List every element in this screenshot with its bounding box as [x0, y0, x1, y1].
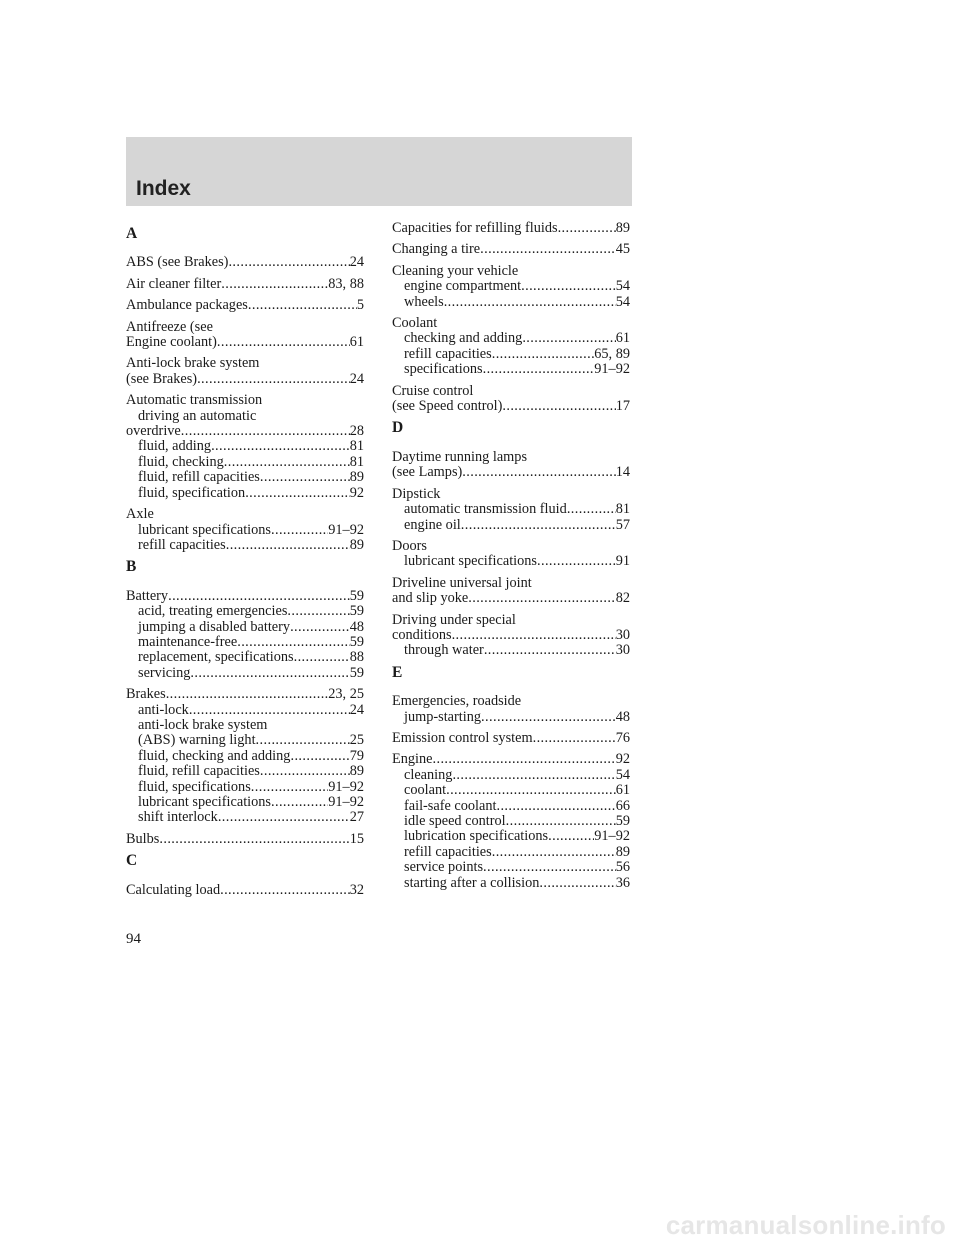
index-page-ref: 54	[615, 293, 630, 310]
index-term: Air cleaner filter	[126, 275, 222, 292]
index-entry	[126, 832, 364, 847]
dot-leader	[166, 687, 329, 702]
index-page-ref: 61	[349, 334, 364, 351]
index-term: Changing a tire	[392, 241, 481, 258]
index-entry-line	[392, 752, 630, 767]
index-entry-line	[392, 539, 630, 554]
index-page-ref: 24	[349, 370, 364, 387]
index-term: Anti-lock brake system	[126, 355, 260, 372]
index-page-ref: 14	[615, 464, 630, 481]
index-term: checking and adding	[404, 330, 523, 347]
index-entry-line	[392, 399, 630, 414]
dot-leader	[452, 628, 616, 643]
index-subentry-line	[126, 749, 364, 764]
index-subentry-line	[126, 604, 364, 619]
index-entry-line	[126, 277, 364, 292]
dot-leader	[159, 832, 349, 847]
index-page-ref: 88	[349, 649, 364, 666]
index-subentry-line	[392, 362, 630, 377]
index-subentry-line	[392, 279, 630, 294]
dot-leader	[492, 845, 616, 860]
index-subentry-line	[392, 554, 630, 569]
index-page-ref: 25	[349, 732, 364, 749]
index-entry	[126, 320, 364, 351]
index-page-ref: 5	[356, 297, 364, 314]
index-term: fluid, specification	[138, 484, 246, 501]
index-term: fluid, checking and adding	[138, 747, 291, 764]
index-subentry-line	[392, 799, 630, 814]
index-entry-line	[392, 221, 630, 236]
index-entry	[392, 264, 630, 310]
index-entry-line	[126, 372, 364, 387]
dot-leader	[521, 279, 616, 294]
index-term: Ambulance packages	[126, 297, 248, 314]
dot-leader	[483, 362, 595, 377]
index-letter-heading: A	[126, 225, 138, 242]
page-number: 94	[126, 931, 141, 947]
index-entry	[126, 356, 364, 387]
index-term: Cleaning your vehicle	[392, 262, 519, 279]
dot-leader	[294, 650, 350, 665]
index-term: (see Brakes)	[126, 370, 198, 387]
index-page-ref: 91–92	[594, 361, 630, 378]
index-page-ref: 59	[349, 664, 364, 681]
dot-leader	[481, 710, 616, 725]
index-subentry-line	[392, 783, 630, 798]
index-term: specifications	[404, 361, 483, 378]
index-term: Engine	[392, 751, 433, 768]
index-subentry-line	[392, 502, 630, 517]
index-term: lubricant specifications	[138, 521, 271, 538]
index-page-ref: 61	[615, 330, 630, 347]
index-entry	[126, 298, 364, 313]
index-page-ref: 57	[615, 516, 630, 533]
index-term: Calculating load	[126, 881, 221, 898]
index-entry	[392, 384, 630, 415]
index-subentry-line	[126, 795, 364, 810]
index-entry-line	[392, 628, 630, 643]
index-letter-heading: E	[392, 663, 403, 681]
index-entry	[392, 487, 630, 533]
index-entry-line	[392, 731, 630, 746]
index-term: servicing	[138, 664, 191, 681]
index-page-ref: 81	[615, 501, 630, 518]
index-term: lubrication specifications	[404, 828, 549, 845]
dot-leader	[290, 749, 349, 764]
index-page-ref: 30	[615, 642, 630, 659]
index-letter-heading: C	[126, 852, 138, 870]
index-page-ref: 23, 25	[328, 686, 364, 703]
index-subentry-line	[126, 523, 364, 538]
index-entry-line	[392, 384, 630, 399]
index-subentry-line	[126, 486, 364, 501]
index-term: starting after a collision	[404, 874, 540, 891]
dot-leader	[245, 486, 350, 501]
index-entry	[392, 576, 630, 607]
index-entry-line	[126, 298, 364, 313]
index-term: lubricant specifications	[138, 794, 271, 810]
dot-leader	[461, 518, 616, 533]
dot-leader	[537, 554, 616, 569]
index-term: cleaning	[404, 766, 453, 783]
dot-leader	[260, 470, 350, 485]
index-subentry-line	[392, 829, 630, 844]
dot-leader	[506, 814, 616, 829]
index-entry-line	[126, 883, 364, 898]
index-term: Emergencies, roadside	[392, 693, 522, 710]
dot-leader	[533, 731, 616, 746]
index-page-ref: 91	[615, 553, 630, 570]
index-term: (ABS) warning light	[138, 732, 256, 749]
index-entry	[392, 539, 630, 570]
index-subentry-line	[392, 331, 630, 346]
index-entry	[126, 277, 364, 292]
index-entry-line	[126, 356, 364, 371]
index-term: jumping a disabled battery	[138, 618, 291, 635]
index-term: engine oil	[404, 516, 461, 533]
index-subentry-line	[392, 768, 630, 783]
index-term: lubricant specifications	[404, 553, 537, 570]
dot-leader	[251, 780, 328, 795]
index-entry-line	[126, 255, 364, 270]
index-term: Dipstick	[392, 485, 441, 502]
index-entry-line	[126, 507, 364, 522]
index-term: wheels	[404, 293, 444, 310]
index-subentry-line	[392, 845, 630, 860]
index-entry-line	[126, 832, 364, 847]
dot-leader	[290, 620, 350, 635]
index-term: maintenance-free	[138, 633, 238, 650]
index-entry	[126, 255, 364, 270]
index-term: shift interlock	[138, 809, 218, 826]
index-entry	[392, 242, 630, 257]
index-page-ref: 15	[349, 830, 364, 847]
index-term: Axle	[126, 506, 154, 523]
dot-leader	[480, 242, 616, 257]
index-subentry-line	[126, 733, 364, 748]
dot-leader	[484, 643, 616, 658]
index-page-ref: 24	[349, 254, 364, 271]
dot-leader	[271, 523, 328, 538]
index-page-ref: 89	[615, 843, 630, 860]
index-subentry-line	[126, 810, 364, 825]
dot-leader	[496, 799, 615, 814]
index-page-ref: 48	[349, 618, 364, 635]
dot-leader	[502, 399, 615, 414]
index-subentry-line	[126, 470, 364, 485]
index-page-ref: 28	[349, 423, 364, 440]
index-term: refill capacities	[404, 843, 492, 860]
index-page-ref: 79	[349, 747, 364, 764]
index-entry-line	[126, 335, 364, 350]
index-term: fluid, checking	[138, 453, 224, 470]
dot-leader	[218, 810, 350, 825]
index-term: idle speed control	[404, 813, 506, 829]
index-page-ref: 27	[349, 809, 364, 826]
index-page-ref: 83, 88	[328, 275, 364, 292]
index-entry	[392, 221, 630, 236]
index-subentry-line	[126, 703, 364, 718]
index-term: driving an automatic	[138, 407, 257, 424]
index-page-ref: 92	[615, 751, 630, 768]
dot-leader	[522, 331, 615, 346]
index-term: Brakes	[126, 686, 166, 703]
index-subentry-line	[126, 538, 364, 553]
index-subentry-line	[126, 650, 364, 665]
index-page-ref: 32	[349, 881, 364, 898]
index-term: Capacities for refilling fluids	[392, 220, 558, 236]
index-page-ref: 89	[615, 220, 630, 236]
index-term: refill capacities	[138, 536, 226, 553]
index-term: fluid, specifications	[138, 778, 251, 795]
index-term: through water	[404, 642, 484, 659]
index-entry-line	[392, 242, 630, 257]
dot-leader	[452, 768, 615, 783]
index-term: refill capacities	[404, 345, 492, 362]
index-entry-line	[126, 424, 364, 439]
index-term: Bulbs	[126, 830, 160, 847]
index-page-ref: 81	[349, 453, 364, 470]
index-page-ref: 91–92	[328, 521, 364, 538]
index-term: and slip yoke	[392, 590, 469, 607]
index-term: replacement, specifications	[138, 649, 294, 666]
index-term: Battery	[126, 587, 169, 604]
dot-leader	[221, 277, 328, 292]
dot-leader	[558, 221, 616, 236]
index-term: overdrive	[126, 423, 181, 440]
index-letter-heading: B	[126, 558, 137, 576]
index-term: ABS (see Brakes)	[126, 254, 229, 271]
index-term: Driving under special	[392, 611, 516, 628]
index-page-ref: 30	[615, 626, 630, 643]
index-term: Driveline universal joint	[392, 574, 532, 591]
index-page-ref: 59	[349, 633, 364, 650]
index-term: service points	[404, 859, 484, 876]
index-term: Doors	[392, 537, 427, 554]
index-entry	[126, 589, 364, 681]
index-term: fail-safe coolant	[404, 797, 497, 814]
index-entry-line	[126, 320, 364, 335]
index-subentry-line	[392, 814, 630, 829]
dot-leader	[189, 703, 350, 718]
index-entry	[126, 883, 364, 898]
index-entry-line	[392, 576, 630, 591]
index-entry-line	[392, 694, 630, 709]
dot-leader	[190, 666, 349, 681]
index-page-ref: 91–92	[328, 794, 364, 810]
index-term: fluid, refill capacities	[138, 469, 260, 486]
index-page-ref: 48	[615, 708, 630, 725]
index-subentry-line	[392, 643, 630, 658]
index-page-ref: 54	[615, 766, 630, 783]
dot-leader	[181, 424, 350, 439]
index-entry-line	[392, 264, 630, 279]
index-entry	[392, 450, 630, 481]
dot-leader	[237, 635, 349, 650]
index-subentry-line	[392, 710, 630, 725]
dot-leader	[567, 502, 616, 517]
index-page-ref: 81	[349, 438, 364, 455]
index-subentry-line	[126, 620, 364, 635]
index-entry	[392, 694, 630, 725]
index-page-ref: 59	[349, 603, 364, 620]
index-page-ref: 61	[615, 782, 630, 799]
index-term: (see Lamps)	[392, 464, 463, 481]
index-column-right	[392, 221, 630, 897]
index-entry-line	[126, 589, 364, 604]
dot-leader	[271, 795, 328, 810]
dot-leader	[468, 591, 615, 606]
dot-leader	[224, 455, 350, 470]
index-subentry-line	[126, 409, 364, 424]
section-header	[126, 137, 632, 206]
index-subentry-line	[126, 764, 364, 779]
index-entry	[126, 687, 364, 826]
index-entry-line	[392, 487, 630, 502]
index-entry-line	[392, 316, 630, 331]
index-term: fluid, refill capacities	[138, 763, 260, 780]
dot-leader	[260, 764, 350, 779]
index-term: Emission control system	[392, 729, 533, 746]
index-entry	[392, 731, 630, 746]
index-entry	[392, 316, 630, 378]
dot-leader	[548, 829, 594, 844]
index-entry-line	[392, 450, 630, 465]
dot-leader	[287, 604, 349, 619]
index-page-ref: 91–92	[328, 778, 364, 795]
index-subentry-line	[126, 455, 364, 470]
index-subentry-line	[392, 295, 630, 310]
index-subentry-line	[126, 780, 364, 795]
dot-leader	[197, 372, 350, 387]
dot-leader	[256, 733, 350, 748]
index-term: Coolant	[392, 315, 438, 332]
index-subentry-line	[392, 876, 630, 891]
dot-leader	[226, 538, 350, 553]
index-page-ref: 24	[349, 701, 364, 718]
index-page-ref: 66	[615, 797, 630, 814]
dot-leader	[211, 439, 350, 454]
dot-leader	[444, 295, 616, 310]
index-page-ref: 54	[615, 278, 630, 295]
index-subentry-line	[392, 347, 630, 362]
index-page-ref: 92	[349, 484, 364, 501]
index-term: (see Speed control)	[392, 398, 503, 415]
dot-leader	[539, 876, 615, 891]
index-subentry-line	[392, 518, 630, 533]
dot-leader	[220, 883, 350, 898]
index-entry-line	[392, 613, 630, 628]
index-term: Automatic transmission	[126, 392, 263, 409]
dot-leader	[168, 589, 350, 604]
index-term: jump-starting	[404, 708, 482, 725]
dot-leader	[433, 752, 616, 767]
index-page-ref: 89	[349, 536, 364, 553]
index-column-left	[126, 220, 364, 904]
dot-leader	[492, 347, 595, 362]
index-term: coolant	[404, 782, 447, 799]
index-term: conditions	[392, 626, 452, 643]
index-entry-line	[126, 393, 364, 408]
index-page-ref: 17	[615, 398, 630, 415]
index-page-ref: 56	[615, 859, 630, 876]
index-page-ref: 91–92	[594, 828, 630, 845]
index-term: Antifreeze (see	[126, 318, 213, 335]
index-entry	[126, 507, 364, 553]
index-entry-line	[392, 465, 630, 480]
index-subentry-line	[126, 635, 364, 650]
page-title: Index	[136, 177, 191, 200]
index-term: engine compartment	[404, 278, 522, 295]
index-page-ref: 59	[349, 587, 364, 604]
dot-leader	[483, 860, 616, 875]
index-term: Cruise control	[392, 382, 474, 399]
index-page-ref: 89	[349, 763, 364, 780]
dot-leader	[446, 783, 616, 798]
index-term: Daytime running lamps	[392, 448, 528, 465]
dot-leader	[248, 298, 357, 313]
index-page-ref: 82	[615, 590, 630, 607]
index-entry	[126, 393, 364, 501]
index-term: Engine coolant)	[126, 334, 217, 351]
index-page-ref: 89	[349, 469, 364, 486]
index-entry-line	[392, 591, 630, 606]
index-page-ref: 65, 89	[594, 345, 630, 362]
index-term: acid, treating emergencies	[138, 603, 288, 620]
index-subentry-line	[126, 718, 364, 733]
index-term: fluid, adding	[138, 438, 212, 455]
index-term: anti-lock	[138, 701, 189, 718]
index-page-ref: 45	[615, 241, 630, 258]
index-page-ref: 76	[615, 729, 630, 746]
dot-leader	[228, 255, 349, 270]
index-page-ref: 59	[615, 813, 630, 829]
index-page-ref: 36	[615, 874, 630, 891]
dot-leader	[462, 465, 615, 480]
index-term: anti-lock brake system	[138, 716, 268, 733]
index-term: automatic transmission fluid	[404, 501, 567, 518]
index-entry	[392, 752, 630, 891]
index-entry-line	[126, 687, 364, 702]
index-subentry-line	[126, 439, 364, 454]
index-subentry-line	[392, 860, 630, 875]
index-letter-heading: D	[392, 419, 404, 437]
index-subentry-line	[126, 666, 364, 681]
dot-leader	[217, 335, 350, 350]
watermark: carmanualsonline.info	[665, 1210, 946, 1240]
index-entry	[392, 613, 630, 659]
